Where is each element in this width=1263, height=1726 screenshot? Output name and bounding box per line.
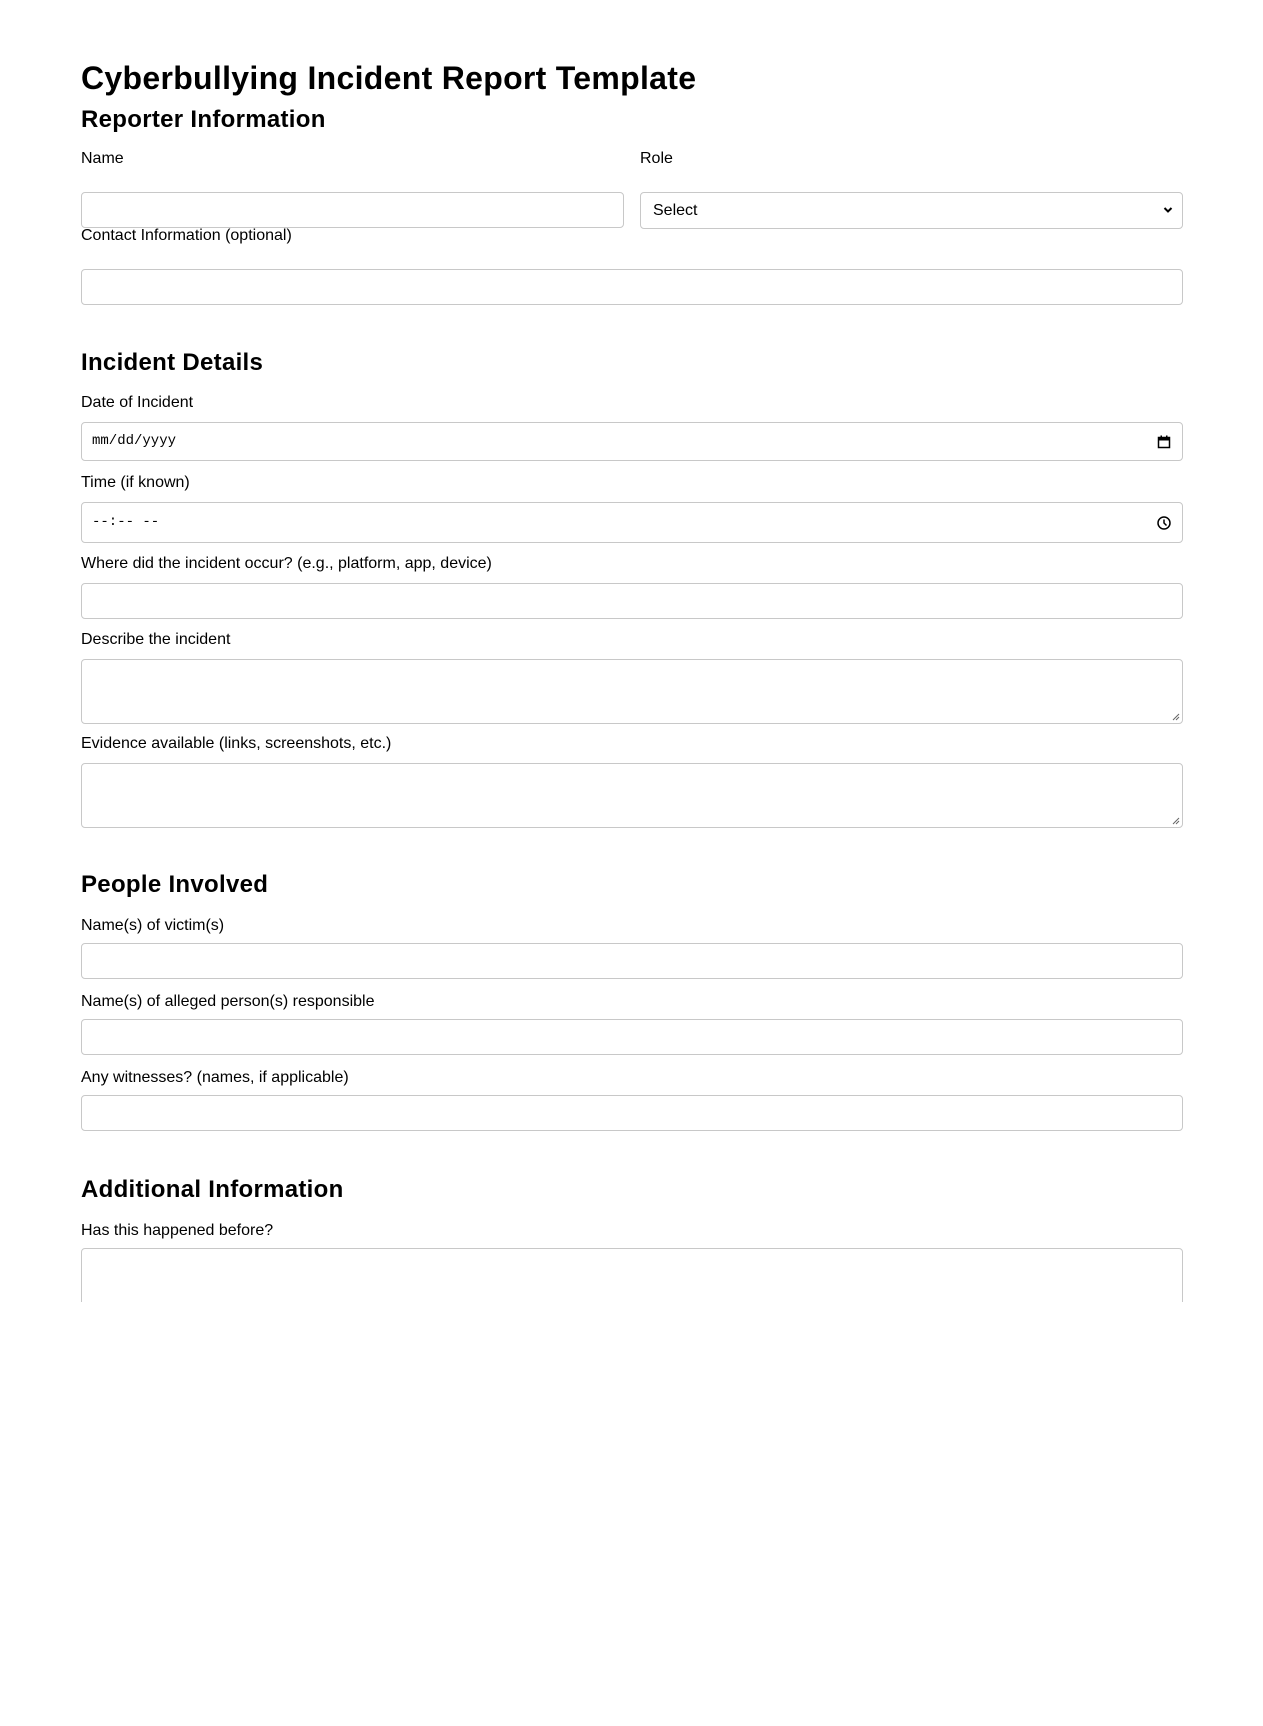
where-input[interactable] [81, 583, 1183, 619]
section-heading-additional: Additional Information [81, 1176, 344, 1203]
incident-report-form [81, 0, 1183, 1302]
contact-input[interactable] [81, 269, 1183, 305]
victims-label: Name(s) of victim(s) [81, 917, 225, 934]
evidence-label: Evidence available (links, screenshots, etc.) [81, 735, 392, 752]
section-heading-people: People Involved [81, 871, 269, 898]
witnesses-label: Any witnesses? (names, if applicable) [81, 1069, 349, 1086]
describe-textarea[interactable] [81, 659, 1183, 724]
describe-label: Describe the incident [81, 631, 231, 648]
time-placeholder: --:-- -- [92, 514, 160, 530]
contact-label: Contact Information (optional) [81, 227, 292, 244]
role-label: Role [640, 150, 673, 167]
name-label: Name [81, 150, 124, 167]
before-textarea[interactable] [81, 1248, 1183, 1302]
chevron-down-icon [1162, 204, 1174, 216]
role-selected-value: Select [653, 202, 698, 219]
clock-icon[interactable] [1156, 515, 1172, 531]
resize-grip-icon[interactable] [1170, 815, 1180, 825]
responsible-input[interactable] [81, 1019, 1183, 1055]
before-label: Has this happened before? [81, 1222, 274, 1239]
witnesses-input[interactable] [81, 1095, 1183, 1131]
where-label: Where did the incident occur? (e.g., platform, app, device) [81, 555, 492, 572]
role-select[interactable] [640, 192, 1183, 229]
time-input[interactable] [81, 502, 1183, 543]
evidence-textarea[interactable] [81, 763, 1183, 828]
responsible-label: Name(s) of alleged person(s) responsible [81, 993, 375, 1010]
resize-grip-icon[interactable] [1170, 1300, 1180, 1302]
victims-input[interactable] [81, 943, 1183, 979]
name-input[interactable] [81, 192, 624, 228]
resize-grip-icon[interactable] [1170, 711, 1180, 721]
section-heading-incident: Incident Details [81, 349, 264, 376]
date-label: Date of Incident [81, 394, 194, 411]
calendar-icon[interactable] [1156, 434, 1172, 450]
page-title: Cyberbullying Incident Report Template [81, 60, 697, 96]
time-label: Time (if known) [81, 474, 190, 491]
section-heading-reporter: Reporter Information [81, 106, 326, 133]
date-input[interactable] [81, 422, 1183, 461]
date-placeholder: mm/dd/yyyy [92, 433, 177, 449]
